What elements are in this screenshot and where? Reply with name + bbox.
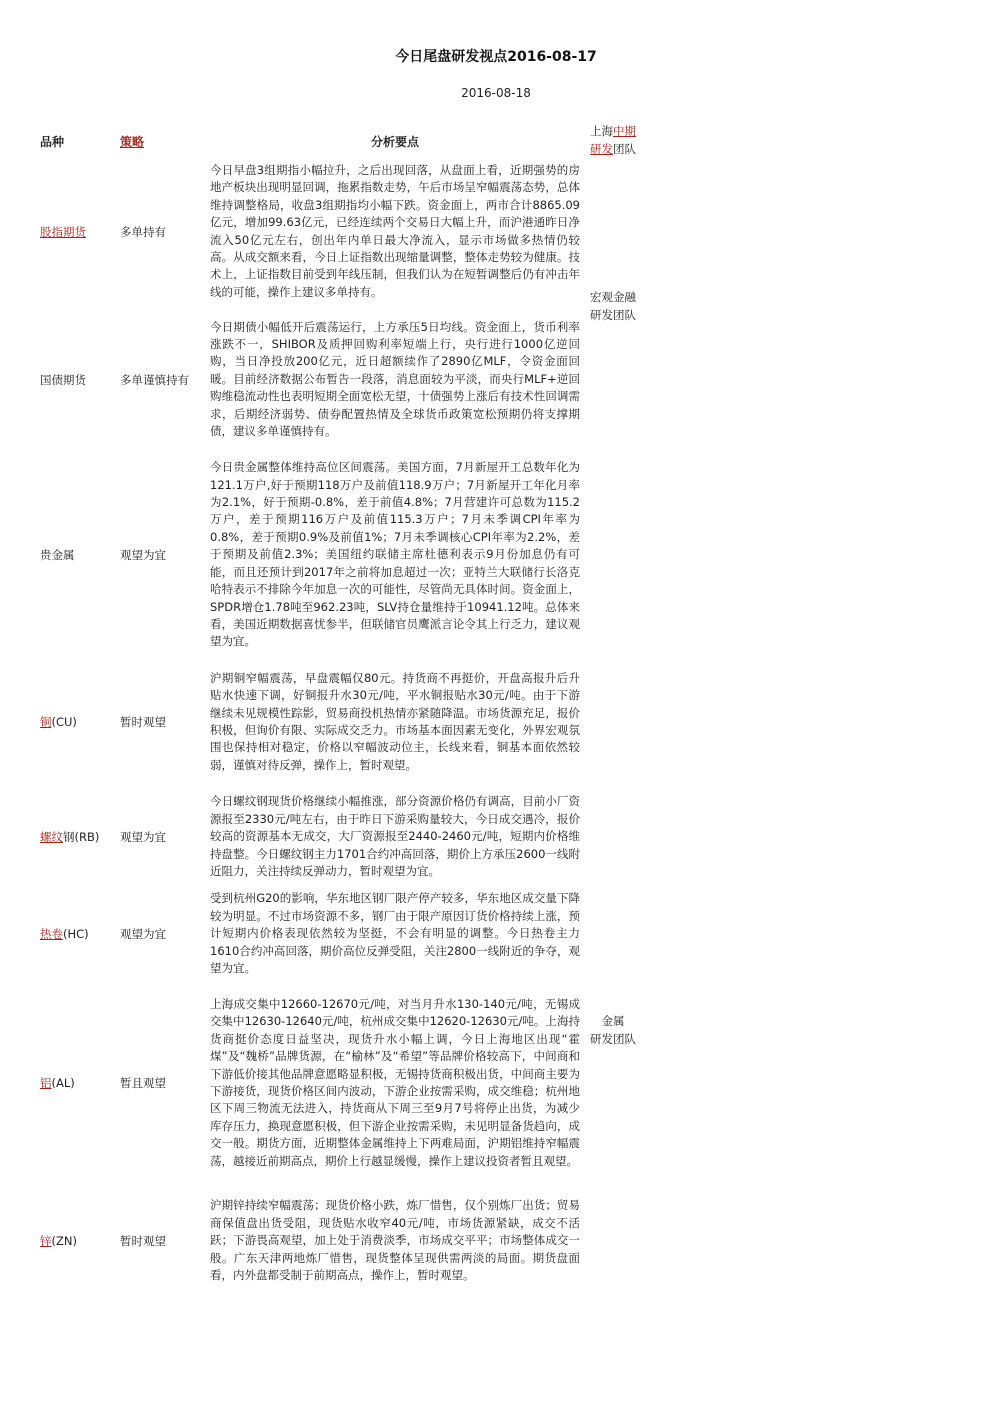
- team-label-top: [578, 122, 648, 158]
- variety-cell: [40, 660, 120, 784]
- page-title: 今日尾盘研发视点2016-08-17: [395, 49, 597, 65]
- strategy-cell: 多单谨慎持有: [120, 372, 189, 387]
- table-row: [40, 890, 580, 978]
- header-variety: 品种: [40, 134, 65, 149]
- variety-text: (AL): [51, 1076, 75, 1090]
- variety-link[interactable]: 铜: [40, 715, 52, 729]
- team-link-zhongqi[interactable]: 中期: [613, 124, 636, 138]
- variety-cell: [40, 154, 120, 309]
- table-row: [40, 309, 580, 450]
- table-row: [40, 154, 580, 309]
- team-suffix: 团队: [613, 142, 636, 156]
- table-row: [40, 1188, 580, 1294]
- macro-team-line2: 研发团队: [590, 308, 636, 322]
- variety-cell: [40, 450, 120, 660]
- variety-cell: [40, 978, 120, 1188]
- variety-link[interactable]: 锌: [40, 1234, 52, 1248]
- analysis-cell: 受到杭州G20的影响，华东地区钢厂限产停产较多，华东地区成交量下降较为明显。不过市场资源不多，钢厂由于限产原因订货价格持续上涨，预计短期内价格表现依然较为坚挺，不会有明显的调整。今日热卷主力1610合约冲高回落，期价高位反弹受阻，关注2800一线附近的争夺，观望为宜。: [210, 891, 580, 976]
- table-row: [40, 978, 580, 1188]
- metal-team-line2: 研发团队: [590, 1032, 636, 1046]
- variety-text: 贵金属: [40, 548, 75, 562]
- research-table: [40, 128, 580, 1294]
- team-label-macro: [578, 288, 648, 324]
- variety-link[interactable]: 螺纹: [40, 830, 63, 844]
- variety-cell: [40, 890, 120, 978]
- variety-text: 国债期货: [40, 372, 86, 387]
- metal-team-line1: 金属: [601, 1014, 625, 1028]
- analysis-cell: 沪期锌持续窄幅震荡；现货价格小跌，炼厂惜售，仅个别炼厂出货；贸易商保值盘出货受阻，现货贴水收窄40元/吨，市场货源紧缺，成交不活跃；下游畏高观望，加上处于消费淡季，市场成交平平；市场整体成交一般。广东天津两地炼厂惜售，现货整体呈现供需两淡的局面。期货盘面看，内外盘都受制于前期高点，操作上，暂时观望。: [210, 1198, 580, 1283]
- strategy-cell: 暂时观望: [120, 715, 166, 729]
- variety-text: 钢(RB): [63, 830, 100, 844]
- analysis-cell: 今日贵金属整体维持高位区间震荡。美国方面，7月新屋开工总数年化为121.1万户,好于预期118万户及前值118.9万户；7月新屋开工年化月率为2.1%，好于预期-0.8%，差于前值4.8%；7月营建许可总数为115.2万户，差于预期116万户及前值115.3万户；7月未季调CPI年率为0.8%，差于预期0.9%及前值1%；7月未季调核心CPI年率为2.2%，差于预期及前值2.3%；美国纽约联储主席杜德利表示9月份加息仍有可能，而且还预计到2017年之前将加息超过一次；亚特兰大联储行长洛克哈特表示不排除今年加息一次的可能性，尽管尚无具体时间。资金面上，SPDR增仓1.78吨至962.23吨，SLV持仓量维持于10941.12吨。总体来看，美国近期数据喜忧参半，但联储官员鹰派言论令其上行乏力，建议观望为宜。: [210, 460, 580, 649]
- strategy-cell: 观望为宜: [120, 927, 166, 941]
- macro-team-line1: 宏观金融: [590, 290, 636, 304]
- table-header-row: [40, 128, 580, 154]
- variety-link[interactable]: 股指期货: [40, 224, 86, 239]
- team-prefix: 上海: [590, 124, 613, 138]
- analysis-cell: 今日螺纹钢现货价格继续小幅推涨，部分资源价格仍有调高，目前小厂资源报至2330元/吨左右，由于昨日下游采购量较大，今日成交遇冷，报价较高的资源基本无成交，大厂资源报至2440-2460元/吨，短期内价格维持盘整。今日螺纹钢主力1701合约冲高回落，期价上方承压2600一线附近阻力，关注持续反弹动力，暂时观望为宜。: [210, 794, 580, 879]
- variety-cell: [40, 309, 120, 450]
- table-row: [40, 660, 580, 784]
- variety-cell: [40, 1188, 120, 1294]
- variety-text: (ZN): [51, 1234, 77, 1248]
- analysis-cell: 沪期铜窄幅震荡，早盘震幅仅80元。持货商不再挺价，开盘高报升后升贴水快速下调，好铜报升水30元/吨，平水铜报贴水30元/吨。由于下游继续未见规模性踪影，贸易商投机热情亦紧随降温。市场货源充足，报价积极，但询价有限、实际成交乏力。市场基本面因素无变化，外界宏观氛围也保持相对稳定，价格以窄幅波动位主，长线来看，铜基本面依然较弱，谨慎对待反弹，操作上，暂时观望。: [210, 670, 580, 772]
- strategy-cell: 暂且观望: [120, 1076, 166, 1090]
- strategy-cell: 观望为宜: [120, 830, 166, 844]
- team-link-yanfa[interactable]: 研发: [590, 142, 613, 156]
- header-analysis: 分析要点: [370, 134, 419, 149]
- table-row: [40, 784, 580, 890]
- report-date: 2016-08-18: [461, 86, 531, 100]
- variety-link[interactable]: 热卷: [40, 927, 63, 941]
- strategy-cell: 暂时观望: [120, 1234, 166, 1248]
- team-label-metal: [578, 1012, 648, 1048]
- strategy-cell: 观望为宜: [120, 548, 166, 562]
- variety-text: (CU): [51, 715, 77, 729]
- variety-cell: [40, 784, 120, 890]
- table-row: [40, 450, 580, 660]
- analysis-cell: 今日期债小幅低开后震荡运行，上方承压5日均线。资金面上，货币利率涨跌不一，SHIBOR及质押回购利率短端上行，央行进行1000亿逆回购，当日净投放200亿元，近日超额续作了2890亿MLF，令资金面回暖。目前经济数据公布暂告一段落，消息面较为平淡，而央行MLF+逆回购维稳流动性也表明短期全面宽松无望，十债强势上涨后有技术性回调需求，后期经济弱势、债券配置热情及全球货币政策宽松预期仍将支撑期债，建议多单谨慎持有。: [210, 319, 580, 439]
- strategy-cell: 多单持有: [120, 224, 166, 239]
- header-strategy[interactable]: 策略: [120, 134, 145, 149]
- variety-link[interactable]: 铝: [40, 1076, 52, 1090]
- analysis-cell: 今日早盘3组期指小幅拉升，之后出现回落，从盘面上看，近期强势的房地产板块出现明显回调，拖累指数走势，午后市场呈窄幅震荡态势，总体维持调整格局，收盘3组期指均小幅下跌。资金面上，两市合计8865.09亿元，增加99.63亿元，已经连续两个交易日大幅上升，而沪港通昨日净流入50亿元左右，创出年内单日最大净流入，显示市场做多热情仍较高。从成交额来看，今日上证指数出现缩量调整，整体走势较为健康。技术上，上证指数目前受到年线压制，但我们认为在短暂调整后仍有冲击年线的可能，操作上建议多单持有。: [210, 162, 580, 299]
- analysis-cell: 上海成交集中12660-12670元/吨，对当月升水130-140元/吨，无锡成交集中12630-12640元/吨，杭州成交集中12620-12630元/吨。上海持货商挺价态度日益坚决，现货升水小幅上调，今日上海地区出现“霍煤”及“魏桥”品牌货源，在“榆林”及“希望”等品牌价格较高下，中间商和下游低价接其他品牌意愿略显积极，无锡持货商积极出货，中间商主要为下游接货，现货价格区间内波动，下游企业按需采购，成交维稳；杭州地区下周三物流无法进入，持货商从下周三至9月7号将停止出货，为减少库存压力，换现意愿积极，但下游企业按需采购，未见明显备货趋向，成交一般。期货方面，近期整体金属维持上下两难局面，沪期铝维持窄幅震荡，越接近前期高点，期价上行越显缓慢，操作上建议投资者暂且观望。: [210, 996, 580, 1168]
- variety-text: (HC): [63, 927, 89, 941]
